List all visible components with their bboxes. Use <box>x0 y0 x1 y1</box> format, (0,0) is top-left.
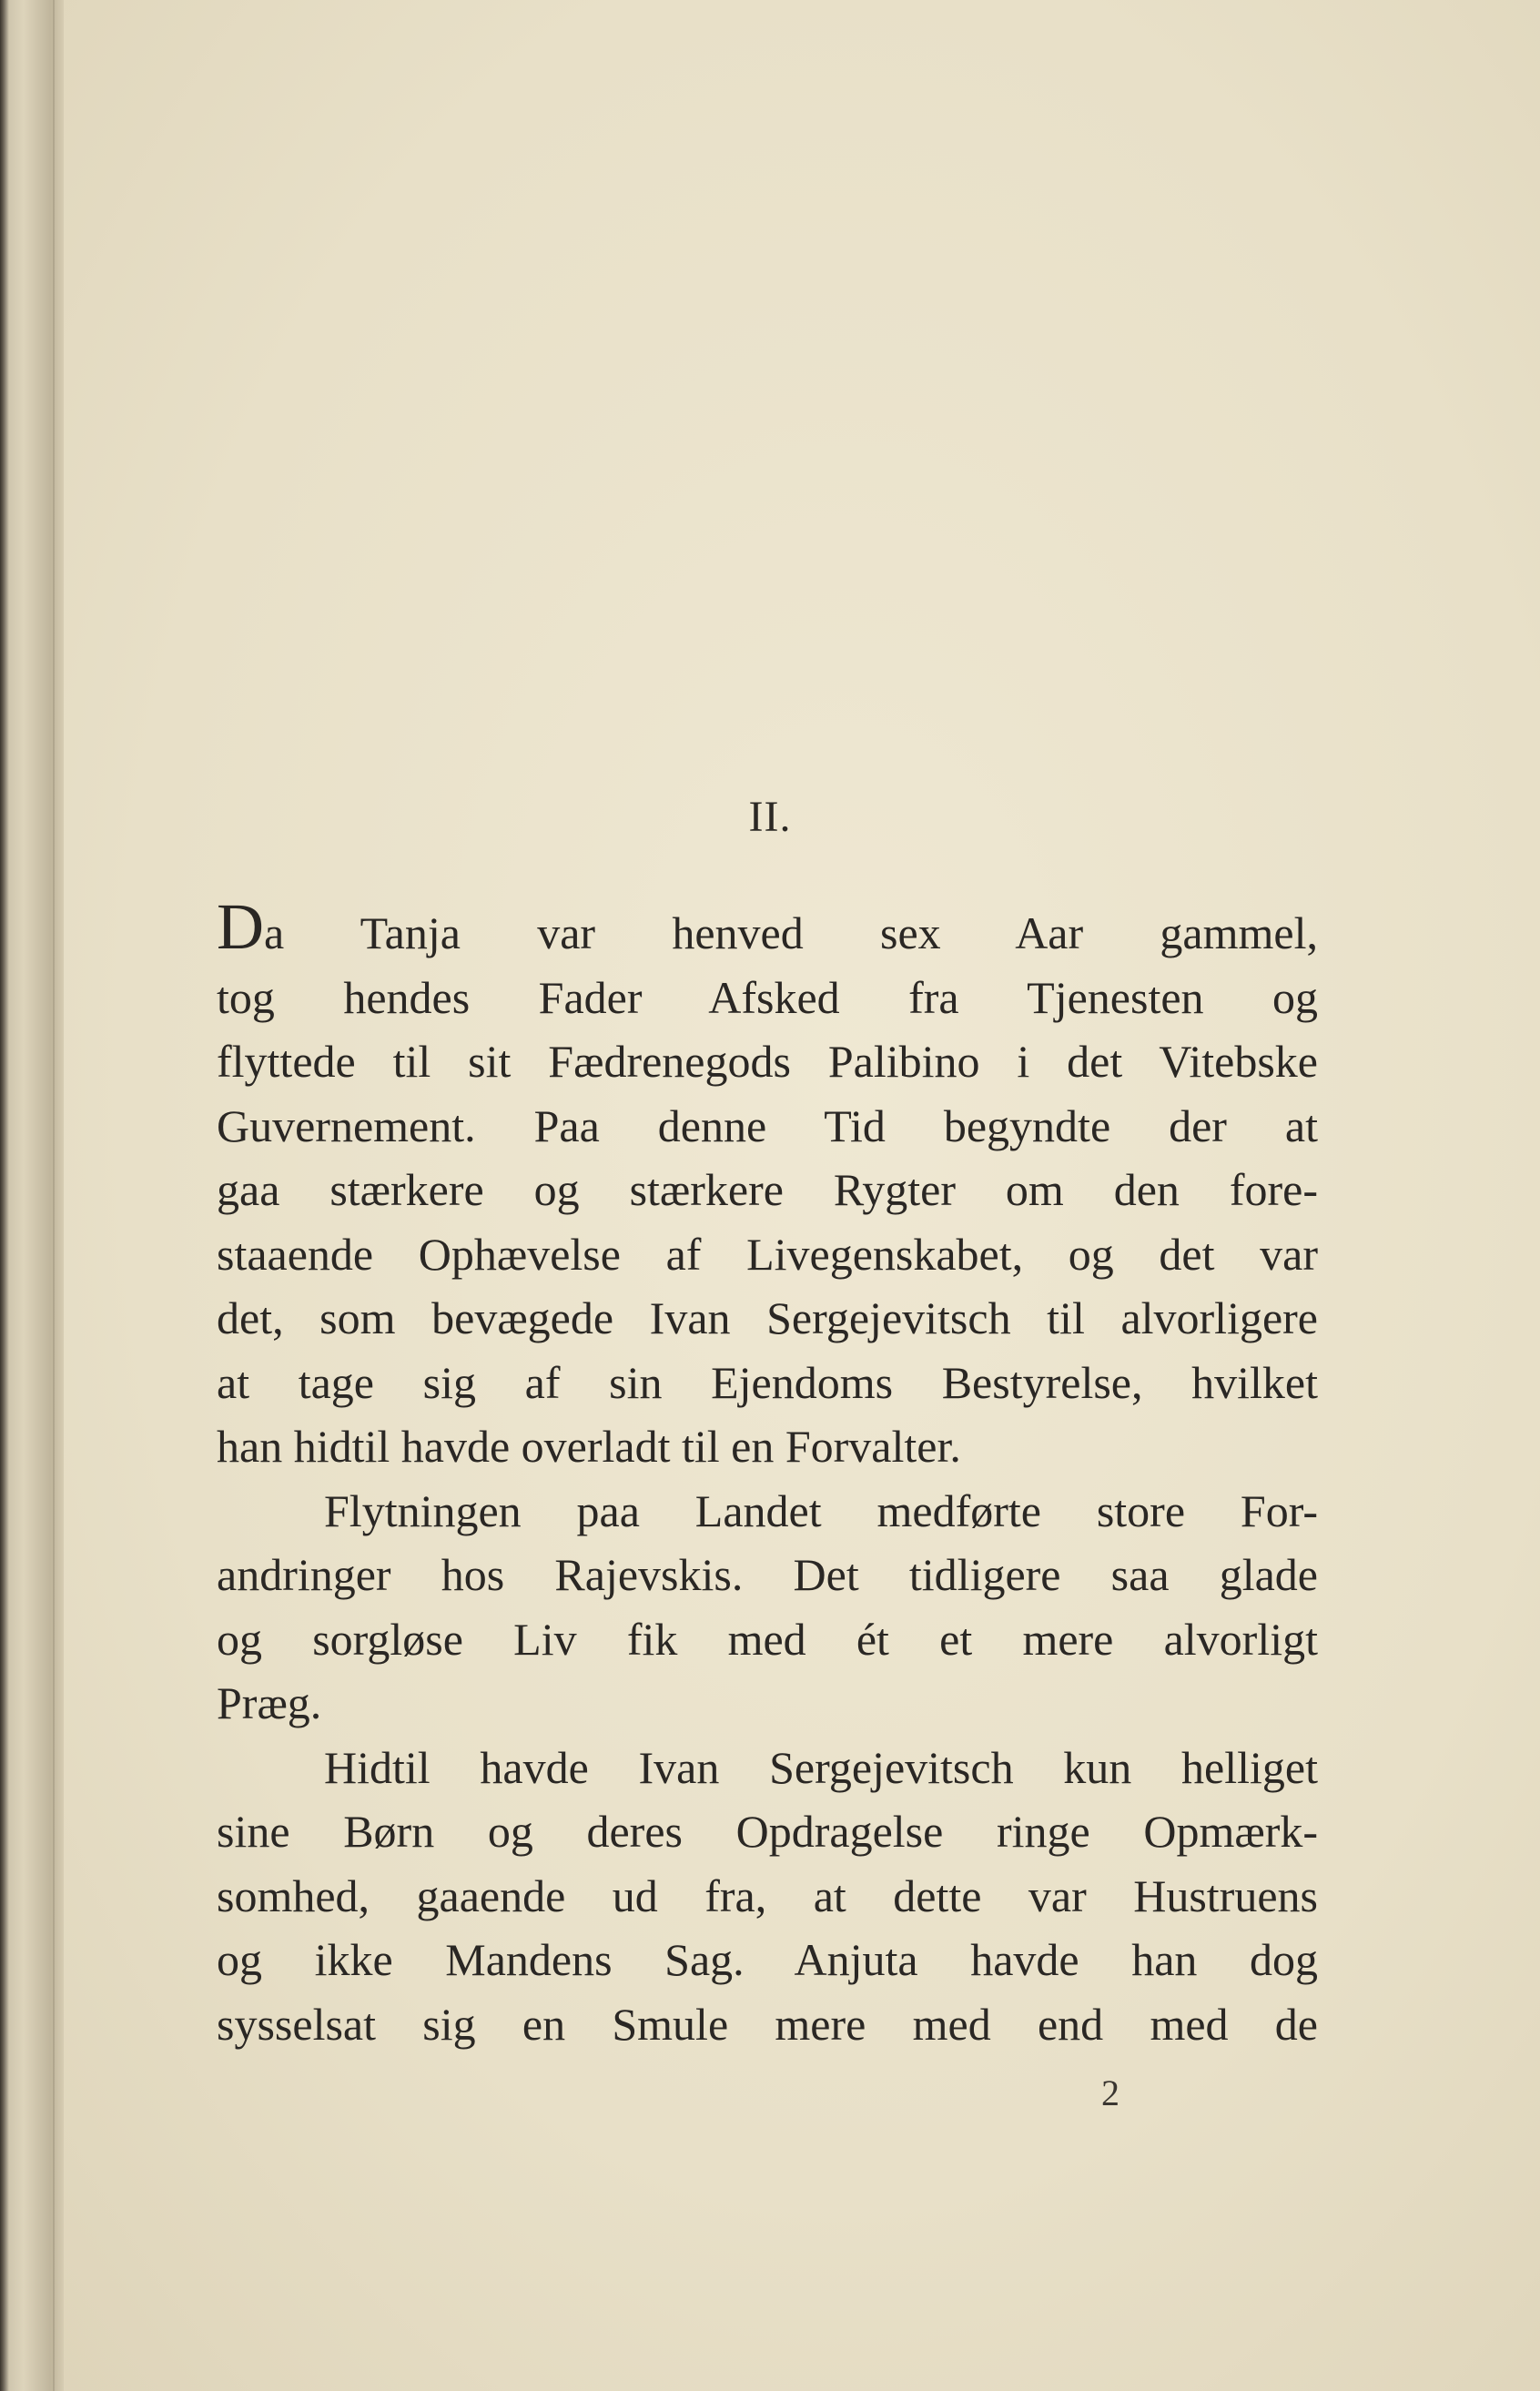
text-line: staaende Ophævelse af Livegenskabet, og det var <box>217 1228 1318 1280</box>
text-line: somhed, gaaende ud fra, at dette var Hustruens <box>217 1869 1318 1921</box>
text-line-1 <box>217 890 1318 966</box>
text-line: han hidtil havde overladt til en Forvalter. <box>217 1421 961 1472</box>
text-line: flyttede til sit Fædrenegods Palibino i det Vitebske <box>217 1036 1318 1087</box>
text-line: og sorgløse Liv fik med ét et mere alvorligt <box>217 1613 1318 1665</box>
text-line: sysselsat sig en Smule mere med end med de <box>217 1998 1318 2050</box>
text-line: sine Børn og deres Opdragelse ringe Opmærk- <box>217 1806 1318 1857</box>
binding-fold-line <box>53 0 55 2391</box>
chapter-heading: II. <box>748 793 792 841</box>
text-line: Hidtil havde Ivan Sergejevitsch kun helliget <box>324 1741 1318 1793</box>
body-text <box>217 890 1318 2056</box>
text-line: og ikke Mandens Sag. Anjuta havde han dog <box>217 1934 1318 1985</box>
text-line: gaa stærkere og stærkere Rygter om den fore- <box>217 1164 1318 1215</box>
page-number: 2 <box>1101 2072 1120 2113</box>
text-line: tog hendes Fader Afsked fra Tjenesten og <box>217 971 1318 1023</box>
text-line: Præg. <box>217 1677 322 1728</box>
text-line: at tage sig af sin Ejendoms Bestyrelse, hvilket <box>217 1356 1318 1408</box>
drop-cap: D <box>217 890 264 963</box>
text-line-1-rest: a Tanja var henved sex Aar gammel, <box>264 907 1318 958</box>
text-line: det, som bevægede Ivan Sergejevitsch til alvorligere <box>217 1292 1318 1343</box>
text-line: Guvernement. Paa denne Tid begyndte der at <box>217 1099 1318 1151</box>
text-line: andringer hos Rajevskis. Det tidligere saa glade <box>217 1549 1318 1600</box>
text-line: Flytningen paa Landet medførte store For- <box>324 1484 1318 1536</box>
